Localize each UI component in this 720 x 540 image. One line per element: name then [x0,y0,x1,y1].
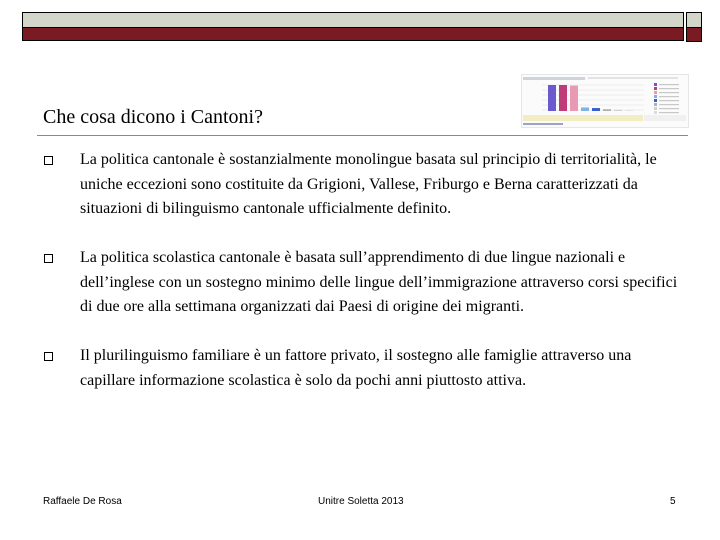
thumbnail-bar [592,108,600,111]
hollow-square-icon [44,352,53,361]
thumbnail-bar [625,110,633,111]
thumbnail-legend-label [659,88,679,89]
thumbnail-legend-label [659,112,679,113]
bullet-list [0,148,720,418]
thumbnail-legend-swatch [654,111,657,114]
title-divider [37,135,688,136]
thumbnail-legend-swatch [654,87,657,90]
slide-title: Che cosa dicono i Cantoni? [43,106,263,128]
thumbnail-bar [581,107,589,111]
thumbnail-legend-swatch [654,107,657,110]
hollow-square-icon [44,156,53,165]
thumbnail-legend-label [659,108,679,109]
footer-event: Unitre Soletta 2013 [318,496,404,507]
thumbnail-legend-label [659,84,679,85]
thumbnail-legend-label [659,96,679,97]
thumbnail-legend-swatch [654,91,657,94]
hollow-square-icon [44,254,53,263]
bullet-text: La politica scolastica cantonale è basata sull’apprendimento di due lingue nazionali e dell’inglese con un sostegno minimo delle lingue dell’immigrazione attraverso corsi specifici di due ore alla settimana organizzati dai Paesi di origine dei migranti. [80,249,678,315]
thumbnail-bar [559,85,567,111]
header-band-gray [22,12,684,28]
header-band-red [22,28,684,41]
thumbnail-legend-swatch [654,103,657,106]
page-number: 5 [670,496,676,507]
thumbnail-chart-graphic [522,75,688,127]
thumbnail-legend-swatch [654,99,657,102]
thumbnail-bar [614,110,622,111]
bullet-text: La politica cantonale è sostanzialmente monolingue basata sul principio di territorialità, le uniche eccezioni sono costituite da Grigioni, Vallese, Friburgo e Berna caratterizzati da situazioni di bilinguismo cantonale ufficialmente definito. [80,151,657,217]
thumbnail-legend-label [659,92,679,93]
list-item [0,246,720,344]
bullet-text: Il plurilinguismo familiare è un fattore privato, il sostegno alle famiglie attraverso una capillare informazione scolastica è solo da pochi anni piuttosto attiva. [80,347,632,389]
footer-author: Raffaele De Rosa [43,496,122,507]
thumbnail-legend-swatch [654,83,657,86]
thumbnail-bar [570,86,578,111]
thumbnail-bar [548,85,556,111]
thumbnail-bar [603,109,611,111]
thumbnail-legend-swatch [654,95,657,98]
header-corner-red [686,28,702,42]
thumbnail-legend-label [659,100,679,101]
thumbnail-legend-label [659,104,679,105]
list-item [0,148,720,246]
list-item [0,344,720,418]
header-corner-gray [686,12,702,28]
chart-thumbnail-icon [521,74,689,128]
